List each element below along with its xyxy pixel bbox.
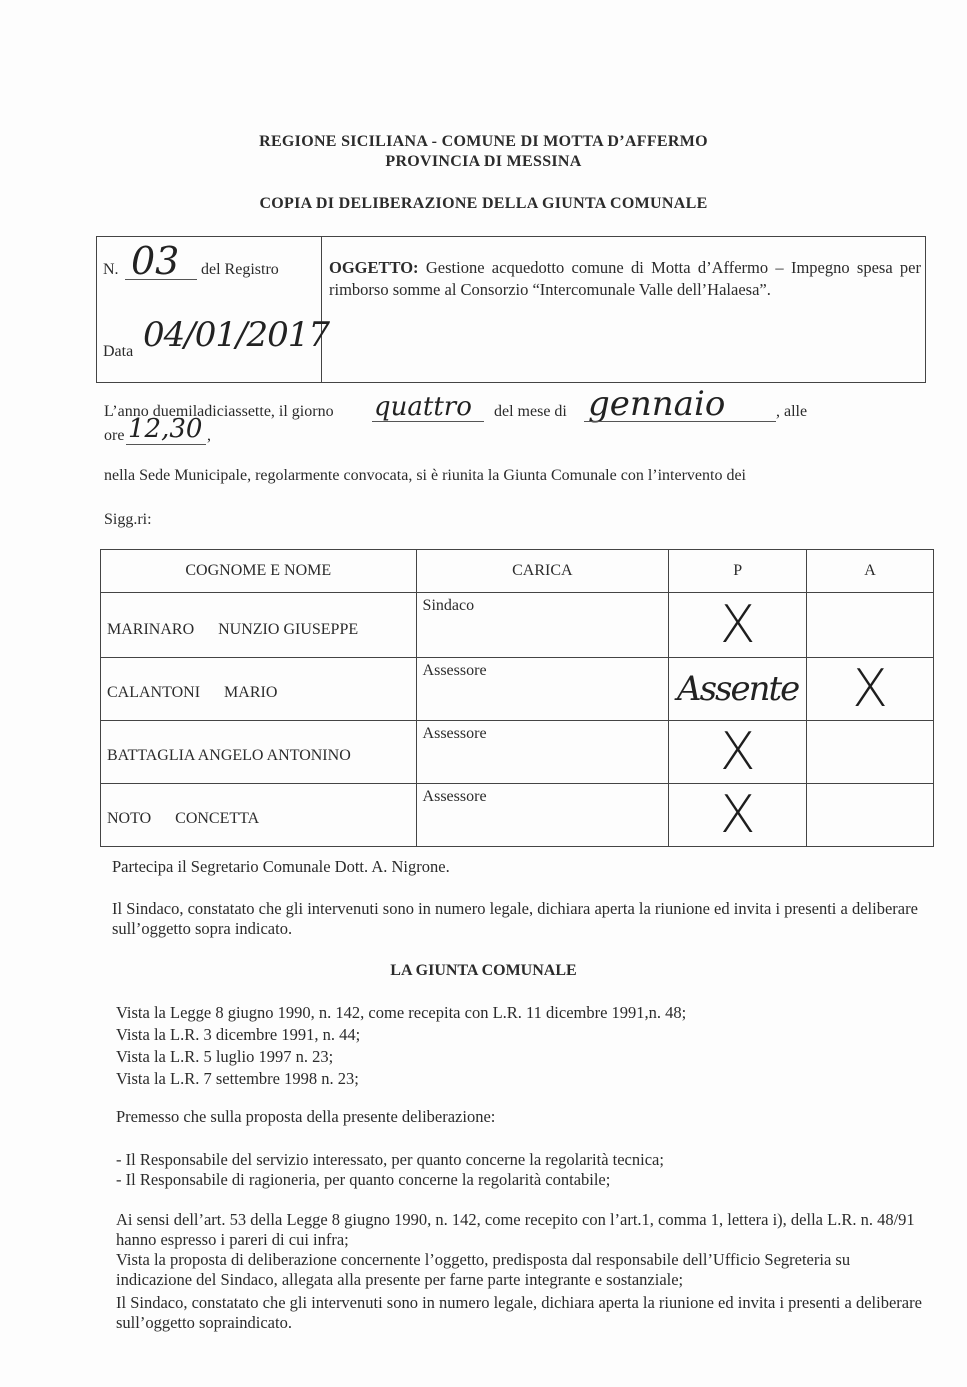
- oggetto-label: OGGETTO:: [329, 258, 419, 277]
- carica-cell: [416, 593, 669, 658]
- n-value-handwritten: 03: [131, 239, 180, 283]
- document-title: COPIA DI DELIBERAZIONE DELLA GIUNTA COMUNALE: [259, 195, 708, 212]
- assente-cell: [807, 784, 934, 847]
- carica-cell: [416, 658, 669, 721]
- header-cognome-nome: COGNOME E NOME: [101, 550, 417, 593]
- name-cell: [101, 784, 417, 847]
- header-carica: CARICA: [416, 550, 669, 593]
- vista-proposta-text: Vista la proposta di deliberazione concernente l’oggetto, predisposta dal responsabile dell’Ufficio Segreteria su indicazione del Sindaco, allegata alla presente per farne parte integrante e sostanziale;: [116, 1250, 851, 1289]
- member-name: CALANTONI MARIO: [107, 684, 278, 701]
- oggetto-text: [329, 257, 921, 301]
- premesso-text: Premesso che sulla proposta della presente deliberazione:: [116, 1107, 496, 1126]
- carica-cell: [416, 721, 669, 784]
- assente-cell: [807, 721, 934, 784]
- registro-left: [97, 237, 329, 382]
- table-row: [101, 658, 934, 721]
- assente-handwritten-note: Assente: [677, 669, 799, 709]
- header-region: REGIONE SICILIANA - COMUNE DI MOTTA D’AFFERMO: [259, 133, 708, 150]
- member-name: MARINARO NUNZIO GIUSEPPE: [107, 621, 359, 638]
- vista-line: Vista la L.R. 5 luglio 1997 n. 23;: [116, 1047, 334, 1066]
- mese-underline: [584, 421, 776, 422]
- presente-cell: [669, 593, 807, 658]
- vista-line: Vista la L.R. 3 dicembre 1991, n. 44;: [116, 1025, 361, 1044]
- ore-comma: ,: [207, 427, 211, 444]
- member-carica: Assessore: [422, 662, 487, 679]
- member-carica: Assessore: [422, 725, 487, 742]
- sindaco-apertura-text: Il Sindaco, constatato che gli intervenuti sono in numero legale, dichiara aperta la riunione ed invita i presenti a deliberare sull’oggetto sopra indicato.: [112, 899, 918, 938]
- ore-underline: [126, 444, 206, 445]
- assente-cell: [807, 593, 934, 658]
- presente-cell: [669, 784, 807, 847]
- name-cell: [101, 721, 417, 784]
- name-cell: [101, 593, 417, 658]
- presente-mark: X: [719, 595, 756, 655]
- header-provincia: PROVINCIA DI MESSINA: [385, 153, 582, 170]
- table-row: [101, 784, 934, 847]
- name-cell: [101, 658, 417, 721]
- member-carica: Sindaco: [422, 597, 475, 614]
- del-registro-label: del Registro: [201, 261, 279, 278]
- segretario-text: Partecipa il Segretario Comunale Dott. A. Nigrone.: [112, 857, 450, 876]
- alle-label: , alle: [776, 403, 808, 420]
- n-label: N.: [103, 261, 119, 278]
- ore-value-handwritten: 12,30: [128, 414, 203, 444]
- data-label: Data: [103, 343, 134, 360]
- presente-cell: [669, 658, 807, 721]
- ore-label: ore: [104, 427, 125, 444]
- sindaco-chiusura-text: Il Sindaco, constatato che gli intervenuti sono in numero legale, dichiara aperta la riunione ed invita i presenti a deliberare sull’oggetto sopraindicato.: [116, 1293, 922, 1332]
- header-presente: P: [669, 550, 807, 593]
- oggetto-description: Gestione acquedotto comune di Motta d’Affermo – Impegno spesa per rimborso somme al Consorzio “Intercomunale Valle dell’Halaesa”.: [329, 258, 922, 299]
- member-name: BATTAGLIA ANGELO ANTONINO: [107, 747, 351, 764]
- carica-cell: [416, 784, 669, 847]
- registro-box: [96, 236, 926, 383]
- responsabile-line: - Il Responsabile del servizio interessato, per quanto concerne la regolarità tecnica;: [116, 1150, 664, 1169]
- assente-cell: [807, 658, 934, 721]
- mese-value-handwritten: gennaio: [588, 384, 726, 424]
- presente-mark: X: [719, 722, 756, 782]
- member-name: NOTO CONCETTA: [107, 810, 260, 827]
- anno-text: L’anno duemiladiciassette, il giorno: [104, 403, 334, 420]
- n-underline: [125, 279, 197, 280]
- giorno-value-handwritten: quattro: [374, 392, 472, 422]
- member-carica: Assessore: [422, 788, 487, 805]
- table-row: [101, 721, 934, 784]
- table-row: [101, 593, 934, 658]
- sede-text: nella Sede Municipale, regolarmente convocata, si è riunita la Giunta Comunale con l’intervento dei: [104, 467, 746, 484]
- sigg-label: Sigg.ri:: [104, 511, 152, 528]
- vista-line: Vista la L.R. 7 settembre 1998 n. 23;: [116, 1069, 359, 1088]
- presente-cell: [669, 721, 807, 784]
- responsabile-line: - Il Responsabile di ragioneria, per quanto concerne la regolarità contabile;: [116, 1170, 611, 1189]
- header-assente: A: [807, 550, 934, 593]
- members-table: [100, 549, 934, 847]
- giunta-title: LA GIUNTA COMUNALE: [390, 962, 577, 979]
- presente-mark: X: [719, 785, 756, 845]
- giorno-underline: [372, 421, 484, 422]
- table-header-row: [101, 550, 934, 593]
- vista-line: Vista la Legge 8 giugno 1990, n. 142, come recepita con L.R. 11 dicembre 1991,n. 48;: [116, 1003, 687, 1022]
- ai-sensi-text: Ai sensi dell’art. 53 della Legge 8 giugno 1990, n. 142, come recepito con l’art.1, comma 1, lettera i), della L.R. n. 48/91 hanno espresso i pareri di cui infra;: [116, 1210, 915, 1249]
- assente-mark: X: [852, 659, 888, 719]
- mese-label: del mese di: [494, 403, 567, 420]
- data-value-handwritten: 04/01/2017: [143, 315, 329, 355]
